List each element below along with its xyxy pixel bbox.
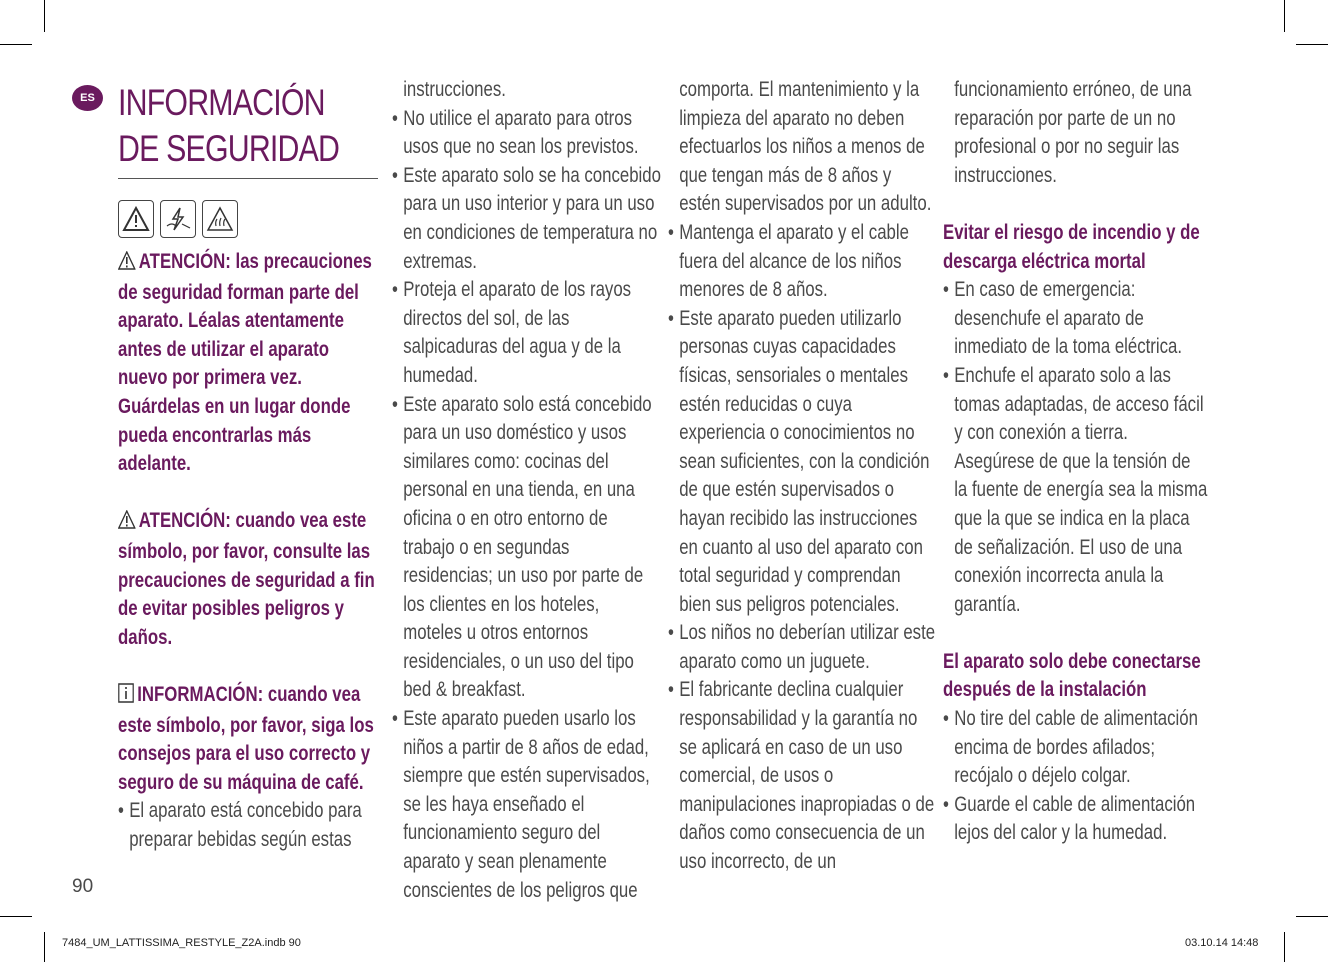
safety-icons	[118, 200, 238, 238]
warning-text: ATENCIÓN: cuando vea este símbolo, por favor, consulte las precauciones de seguridad a fin de evitar posibles peligros y daños.	[118, 509, 375, 649]
page-title: INFORMACIÓN DE SEGURIDAD	[118, 82, 340, 169]
crop-mark	[0, 44, 32, 45]
list-item: • El fabricante declina cualquier responsabilidad y la garantía no se aplicará en caso de un uso comercial, de usos o manipulaciones inapropiadas o de daños como consecuencia de un uso incorrecto, de un	[668, 676, 936, 876]
electric-shock-icon	[160, 200, 196, 238]
warning-triangle-icon	[118, 509, 136, 538]
crop-mark	[44, 932, 45, 962]
list-item: • El aparato está concebido para preparar bebidas según estas	[118, 797, 378, 854]
warning-triangle-icon	[118, 250, 136, 279]
list-item: • Guarde el cable de alimentación lejos del calor y la humedad.	[943, 791, 1208, 848]
info-paragraph	[118, 681, 378, 797]
list-item: • Mantenga el aparato y el cable fuera del alcance de los niños menores de 8 años.	[668, 219, 936, 305]
warning-paragraph	[118, 507, 378, 652]
list-item: • No utilice el aparato para otros usos que no sean los previstos.	[392, 105, 662, 162]
crop-mark	[1296, 44, 1328, 45]
continuation-text: instrucciones.	[403, 78, 506, 101]
title-divider	[118, 178, 378, 179]
crop-mark	[44, 0, 45, 32]
info-icon	[118, 683, 134, 712]
footer-timestamp: 03.10.14 14:48	[1185, 937, 1259, 949]
list-item: • Este aparato solo está concebido para un uso doméstico y usos similares como: cocinas del personal en una tienda, en una oficina o en otro entorno de trabajo o en segundas residencias; un uso por parte de los clientes en los hoteles, moteles u otros entornos residenciales, o un uso del tipo bed & breakfast.	[392, 391, 662, 706]
info-text: INFORMACIÓN: cuando vea este símbolo, por favor, siga los consejos para el uso correcto y seguro de su máquina de café.	[118, 682, 374, 794]
hot-surface-icon	[202, 200, 238, 238]
list-item: • Este aparato pueden usarlo los niños a partir de 8 años de edad, siempre que estén supervisados, se les haya enseñado el funcionamiento seguro del aparato y sean plenamente conscientes de los peligros que	[392, 705, 662, 905]
list-item: • No tire del cable de alimentación encima de bordes afilados; recójalo o déjelo colgar.	[943, 705, 1208, 791]
list-item: • Proteja el aparato de los rayos directos del sol, de las salpicaduras del agua y de la humedad.	[392, 276, 662, 390]
column-3	[668, 76, 936, 877]
list-item: • Este aparato solo se ha concebido para un uso interior y para un uso en condiciones de temperatura no extremas.	[392, 162, 662, 276]
warning-text: ATENCIÓN: las precauciones de seguridad forman parte del aparato. Léalas atentamente antes de utilizar el aparato nuevo por primera vez. Guárdelas en un lugar donde pueda encontrarlas más adelante.	[118, 250, 372, 476]
footer-file-info: 7484_UM_LATTISSIMA_RESTYLE_Z2A.indb 90	[62, 937, 301, 949]
list-item: • Este aparato pueden utilizarlo personas cuyas capacidades físicas, sensoriales o mentales estén reducidas o cuya experiencia o conocimientos no sean suficientes, con la condición de que estén supervisados o hayan recibido las instrucciones en cuanto al uso del aparato con total seguridad y comprendan bien sus peligros potenciales.	[668, 305, 936, 620]
section-heading: Evitar el riesgo de incendio y de descarga eléctrica mortal	[943, 220, 1200, 273]
list-item: • En caso de emergencia: desenchufe el aparato de inmediato de la toma eléctrica.	[943, 276, 1208, 362]
page-number: 90	[72, 876, 94, 897]
column-4	[943, 76, 1208, 848]
continuation-text: comporta. El mantenimiento y la limpieza del aparato no deben efectuarlos los niños a menos de que tengan más de 8 años y estén supervisados por un adulto.	[679, 78, 932, 216]
warning-paragraph	[118, 248, 378, 479]
column-1	[118, 248, 378, 854]
crop-mark	[1296, 916, 1328, 917]
crop-mark	[1284, 932, 1285, 962]
list-item: • Enchufe el aparato solo a las tomas adaptadas, de acceso fácil y con conexión a tierra. Asegúrese de que la tensión de la fuente de energía sea la misma que la que se indica en la placa de señalización. El uso de una conexión incorrecta anula la garantía.	[943, 362, 1208, 619]
warning-triangle-icon	[118, 200, 154, 238]
column-2	[392, 76, 662, 905]
crop-mark	[0, 916, 32, 917]
section-heading: El aparato solo debe conectarse después de la instalación	[943, 649, 1201, 702]
list-item: • Los niños no deberían utilizar este aparato como un juguete.	[668, 619, 936, 676]
continuation-text: funcionamiento erróneo, de una reparación por parte de un no profesional o por no seguir las instrucciones.	[954, 78, 1192, 187]
crop-mark	[1284, 0, 1285, 32]
language-badge: ES	[72, 85, 103, 111]
